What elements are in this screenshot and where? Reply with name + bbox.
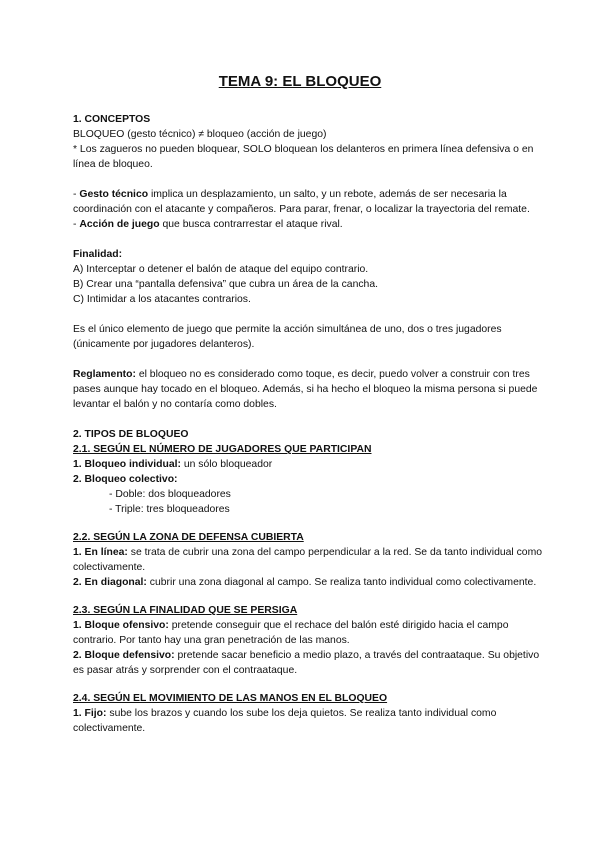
subsection-2-4-heading: 2.4. SEGÚN EL MOVIMIENTO DE LAS MANOS EN EL BLOQUEO	[73, 693, 388, 704]
bloqueo-individual: 1. Bloqueo individual: un sólo bloqueador	[73, 459, 273, 470]
en-linea-paragraph: 1. En línea: se trata de cubrir una zona del campo perpendicular a la red. Se da tanto individual como colectivamente.	[73, 547, 543, 573]
finalidad-label: Finalidad:	[73, 249, 123, 260]
gesto-tecnico-paragraph: - Gesto técnico implica un desplazamiento, un salto, y un rebote, además de ser necesaria la coordinación con el atacante y compañeros. Para parar, frenar, o localizar la trayectoria del remate.	[73, 189, 530, 215]
reglamento-paragraph: Reglamento: el bloqueo no es considerado como toque, es decir, puedo volver a construir con tres pases aunque hay tocado en el bloqueo. Además, si ha hecho el bloqueo la misma persona si puede levantar el balón y no contaría como dobles.	[73, 369, 538, 410]
bloqueo-doble: - Doble: dos bloqueadores	[109, 489, 231, 500]
subsection-2-1-heading: 2.1. SEGÚN EL NÚMERO DE JUGADORES QUE PARTICIPAN	[73, 444, 372, 455]
gesto-tecnico-label: Gesto técnico	[79, 189, 149, 200]
page-title: TEMA 9: EL BLOQUEO	[218, 73, 382, 90]
unico-elemento-paragraph: Es el único elemento de juego que permite la acción simultánea de uno, dos o tres jugadores (únicamente por jugadores delanteros).	[73, 324, 502, 350]
bloque-ofensivo-paragraph: 1. Bloque ofensivo: pretende conseguir que el rechace del balón esté dirigido hacia el campo contrario. Por tanto hay una gran penetración de las manos.	[73, 620, 509, 646]
subsection-2-2-heading: 2.2. SEGÚN LA ZONA DE DEFENSA CUBIERTA	[73, 532, 304, 543]
bloqueo-triple: - Triple: tres bloqueadores	[109, 504, 230, 515]
bloque-defensivo-paragraph: 2. Bloque defensivo: pretende sacar beneficio a medio plazo, a través del contraataque. Su objetivo es pasar atrás y sorprender con el contraataque.	[73, 650, 540, 676]
section-1-heading: 1. CONCEPTOS	[73, 114, 151, 125]
subsection-2-3-heading: 2.3. SEGÚN LA FINALIDAD QUE SE PERSIGA	[73, 605, 298, 616]
document-body	[73, 112, 543, 736]
finalidad-a: A) Interceptar o detener el balón de ataque del equipo contrario.	[73, 264, 369, 275]
en-diagonal-paragraph: 2. En diagonal: cubrir una zona diagonal al campo. Se realiza tanto individual como colectivamente.	[73, 577, 537, 588]
finalidad-b: B) Crear una “pantalla defensiva” que cubra un área de la cancha.	[73, 279, 378, 290]
finalidad-c: C) Intimidar a los atacantes contrarios.	[73, 294, 251, 305]
accion-juego-paragraph: - Acción de juego que busca contrarrestar el ataque rival.	[73, 219, 343, 230]
section-2-heading: 2. TIPOS DE BLOQUEO	[73, 429, 189, 440]
fijo-paragraph: 1. Fijo: sube los brazos y cuando los sube los deja quietos. Se realiza tanto individual como colectivamente.	[73, 708, 497, 734]
concept-line-2: * Los zagueros no pueden bloquear, SOLO bloquean los delanteros en primera línea defensiva o en línea de bloqueo.	[73, 144, 534, 170]
concept-line-1: BLOQUEO (gesto técnico) ≠ bloqueo (acción de juego)	[73, 129, 327, 140]
accion-juego-label: Acción de juego	[79, 219, 160, 230]
reglamento-label: Reglamento:	[73, 369, 136, 380]
bloqueo-colectivo: 2. Bloqueo colectivo:	[73, 474, 178, 485]
